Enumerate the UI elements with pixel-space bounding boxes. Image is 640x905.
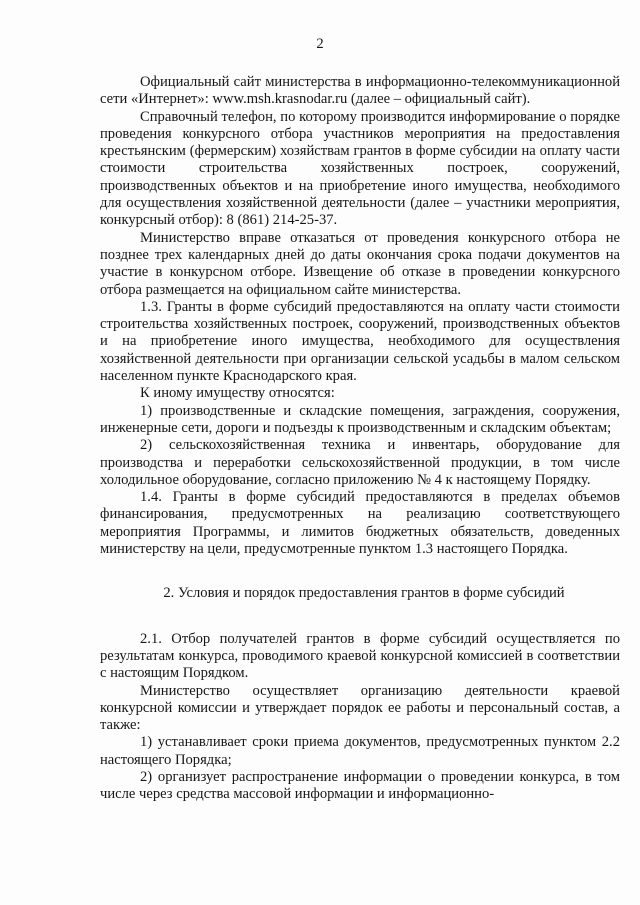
paragraph-clause-1-3: 1.3. Гранты в форме субсидий предоставляются на оплату части стоимости строительства хозяйственных построек, сооружений, производственных объектов и на приобретение иного имущества, необходимого для осуществления хозяйственной деятельности при организации сельской усадьбы в малом сельском населенном пункте Краснодарского края.: [100, 298, 620, 385]
paragraph-official-site: Официальный сайт министерства в информационно-телекоммуникационной сети «Интернет»: www.msh.krasnodar.ru (далее – официальный сайт).: [100, 74, 620, 108]
paragraph-ministry-duties: Министерство осуществляет организацию деятельности краевой конкурсной комиссии и утверждает порядок ее работы и персональный состав, а также:: [100, 682, 620, 734]
paragraph-reference-phone: Справочный телефон, по которому производится информирование о порядке проведения конкурсного отбора участников мероприятия на предоставления крестьянским (фермерским) хозяйствам грантов в форме субсидии на оплату части стоимости строительства хозяйственных построек, сооружений, производственных объектов и на приобретение иного имущества, необходимого для осуществления хозяйственной деятельности (далее – участники мероприятия, конкурсный отбор): 8 (861) 214-25-37.: [100, 108, 620, 229]
list-item-2: 2) сельскохозяйственная техника и инвентарь, оборудование для производства и переработки сельскохозяйственной продукции, в том числе холодильное оборудование, согласно приложению № 4 к настоящему Порядку.: [100, 437, 620, 488]
paragraph-refusal-right: Министерство вправе отказаться от проведения конкурсного отбора не позднее трех календарных дней до даты окончания срока подачи документов на участие в конкурсном отборе. Извещение об отказе в проведении конкурсного отбора размещается на официальном сайте министерства.: [100, 229, 620, 298]
list-item-1: 1) производственные и складские помещения, заграждения, сооружения, инженерные сети, дороги и подъезды к производственным и складским объектам;: [100, 402, 620, 436]
document-body: [100, 74, 620, 804]
paragraph-other-property: К иному имуществу относятся:: [140, 385, 335, 402]
list-item-duty-2: 2) организует распространение информации о проведении конкурса, в том числе через средства массовой информации и информационно-: [100, 768, 620, 803]
list-item-duty-1: 1) устанавливает сроки приема документов, предусмотренных пунктом 2.2 настоящего Порядка;: [100, 734, 620, 768]
page-number: 2: [316, 36, 324, 52]
paragraph-clause-1-4: 1.4. Гранты в форме субсидий предоставляются в пределах объемов финансирования, предусмотренных на реализацию соответствующего мероприятия Программы, и лимитов бюджетных обязательств, доведенных министерству на цели, предусмотренные пунктом 1.3 настоящего Порядка.: [100, 489, 620, 558]
paragraph-clause-2-1: 2.1. Отбор получателей грантов в форме субсидий осуществляется по результатам конкурса, проводимого краевой конкурсной комиссией в соответствии с настоящим Порядком.: [100, 630, 620, 682]
section-heading: 2. Условия и порядок предоставления грантов в форме субсидий: [163, 585, 565, 602]
